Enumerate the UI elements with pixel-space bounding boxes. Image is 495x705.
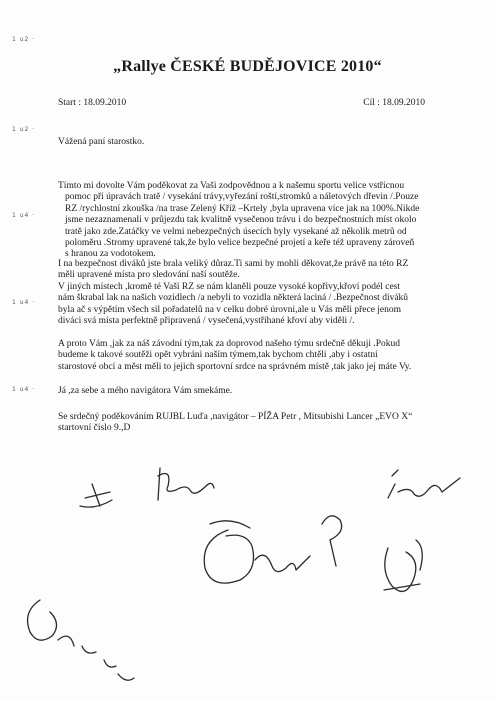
start-date: Start : 18.09.2010	[58, 98, 127, 108]
text-line: Se srdečný poděkováním RUJBL Luďa ,navigátor – PÍŽA Petr , Mitsubishi Lancer „EVO X“	[58, 412, 413, 422]
margin-punch-mark: 1 u4 ·	[12, 212, 36, 219]
text-line: nám škrabal lak na našich vozidlech /a nebyli to vozidla některá laciná / .Bezpečnost diváků	[58, 293, 409, 304]
salutation: Vážená paní starostko.	[58, 137, 145, 147]
paragraph-thanks	[58, 181, 448, 261]
text-line: pomoc při úpravách tratě / vysekání trávy,vyřezání roští,stromků a náletových dřevin /.Pouze	[65, 192, 419, 203]
letter-title: „Rallye ČESKÉ BUDĚJOVICE 2010“	[113, 58, 382, 75]
text-line: V jiných místech ,kromě té Vaší RZ se nám klaněli pouze vysoké kopřivy,křoví podél cest	[58, 281, 401, 292]
signature-1	[80, 484, 112, 507]
text-line: startovní číslo 9.,D	[58, 423, 131, 434]
text-line: starostové obcí a měst měli to jejich sportovní srdce na správném místě ,tak jako jej máte Vy.	[58, 361, 412, 372]
signature-3	[388, 470, 460, 498]
text-line: jsme nezaznamenali v průjezdu tak kvalitně vysečenou trávu i do bezpečnostních míst okolo	[65, 215, 417, 226]
text-line: měli upravené místa pro sledování naší soutěže.	[58, 270, 240, 281]
text-line: tratě jako zde.Zatáčky ve velmi nebezpečných úsecích byly vysekané až několik metrů od	[65, 226, 407, 237]
margin-punch-mark: 1 u4 ·	[12, 299, 36, 306]
signature-5	[384, 540, 422, 591]
margin-punch-mark: 1 u4 ·	[12, 386, 36, 393]
text-line: RZ /rychlostní zkouška /na trase Zelený Kříž –Krtely ,byla upravena více jak na 100%.Nikde	[65, 203, 420, 214]
paragraph-signoff	[58, 412, 448, 435]
signature-6	[28, 600, 134, 680]
signature-2	[158, 468, 214, 500]
text-line: diváci svá místa perfektně připravená / vysečená,vystříhané křoví aby viděli /.	[58, 316, 355, 327]
paragraph-closing-thanks	[58, 339, 448, 373]
text-line: Tímto mi dovolte Vám poděkovat za Vaši zodpovědnou a k našemu sportu velice vstřícnou	[58, 181, 405, 191]
text-line: Já ,za sebe a mého navigátora Vám smekáme.	[58, 386, 233, 396]
text-line: poloměru .Stromy upravené tak,že bylo velice bezpečné projetí a keře též upraveny zároveň	[65, 238, 415, 249]
margin-punch-mark: 1 u2 ·	[12, 126, 36, 133]
signature-4	[204, 516, 341, 583]
text-line: A proto Vám ,jak za náš závodní tým,tak za doprovod našeho týmu srdečně děkuji .Pokud	[58, 339, 401, 349]
signatures-area	[0, 440, 495, 700]
finish-date: Cíl : 18.09.2010	[363, 98, 425, 108]
text-line: budeme k takové soutěži opět vybráni naším týmem,tak bychom chtěli ,aby i ostatní	[58, 350, 378, 361]
text-line: I na bezpečnost diváků jste brala veliký důraz.Ti sami by mohli děkovat,že právě na této RZ	[58, 259, 409, 269]
paragraph-hats-off	[58, 386, 448, 397]
event-dates	[58, 98, 425, 108]
margin-punch-mark: 1 u2 ·	[12, 36, 36, 43]
paragraph-spectator-safety	[58, 259, 448, 327]
text-line: s hranou za vodotokem.	[65, 249, 156, 260]
text-line: byla ač s výpětím všech sil pořadatelů na v celku dobré úrovni,ale u Vás měli přece jenom	[58, 304, 402, 315]
